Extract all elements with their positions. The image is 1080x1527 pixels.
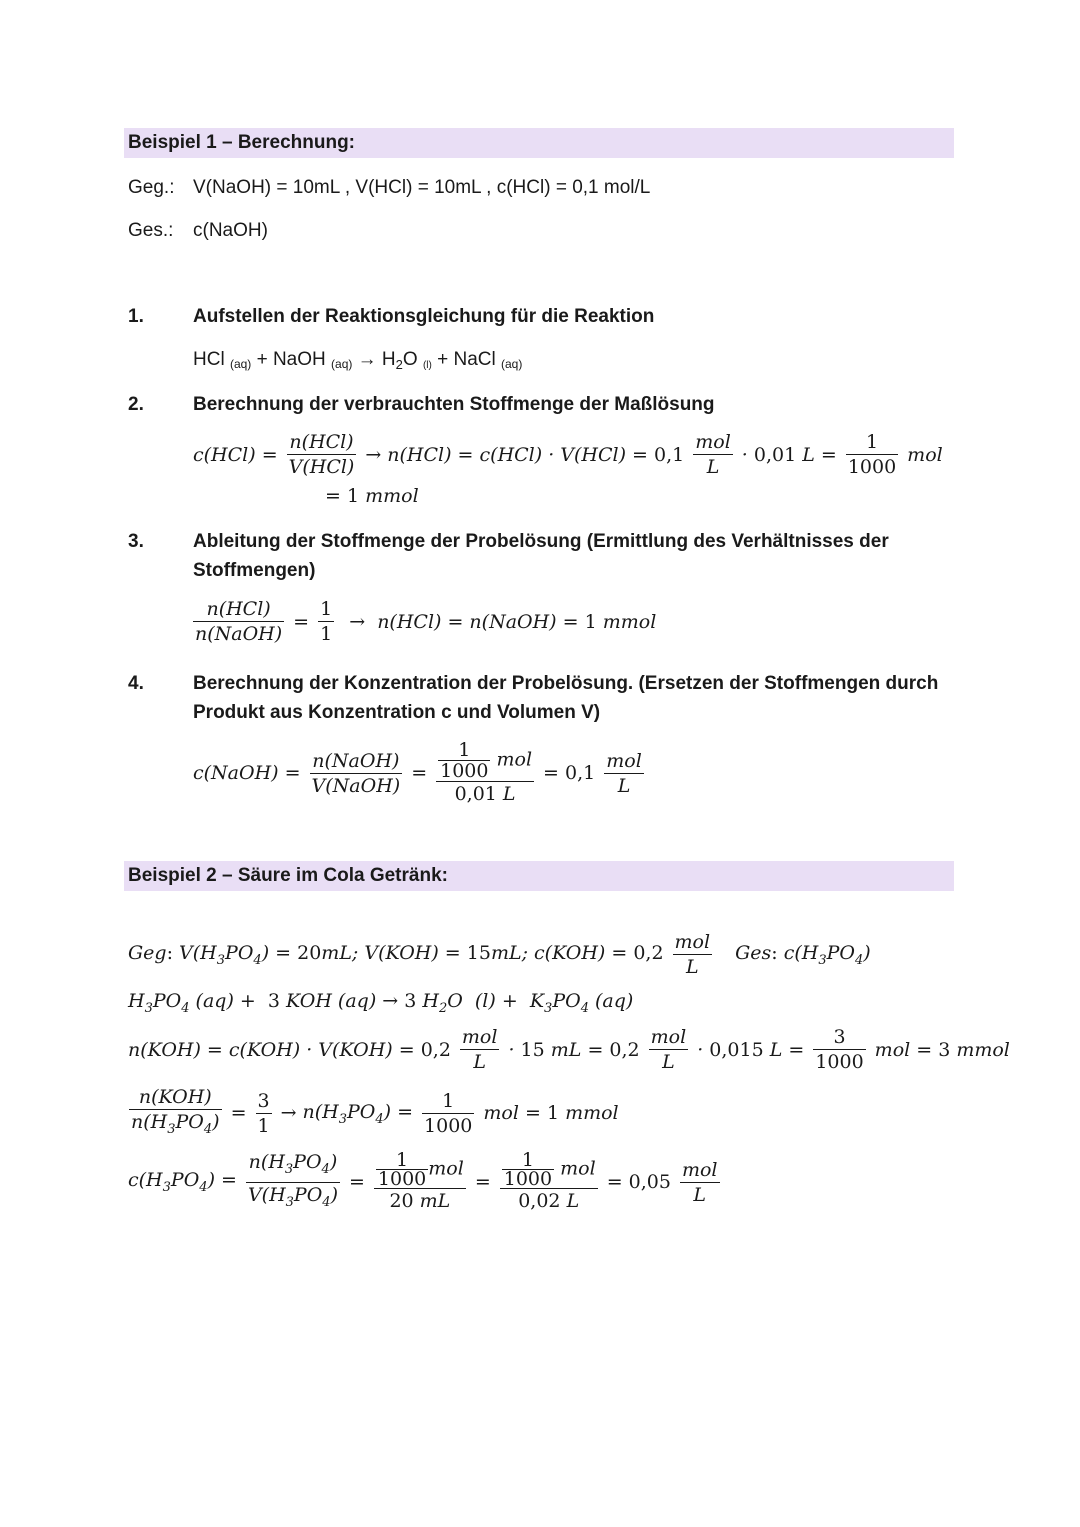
step3-title: Ableitung der Stoffmenge der Probelösung (Ermittlung des Verhältnisses der Stoffmengen) <box>193 531 889 581</box>
step2-formula: c(HCl) = $\frac{\text{n(HCl)}}{\text{V(HCl)}}$ → n(HCl) = c(HCl) · V(HCl) = 0,1 $\frac{\text{mol}}{L}$ · 0,01 L = $\frac{1}{1000}$ mol <box>193 431 943 478</box>
sought-text: c(NaOH) <box>193 220 268 241</box>
given-text: V(NaOH) = 10mL , V(HCl) = 10mL , c(HCl) = 0,1 mol/L <box>193 177 651 198</box>
step2-result: = 1 mmol <box>325 485 419 507</box>
step2-number: 2. <box>128 394 144 415</box>
step1-number: 1. <box>128 306 144 327</box>
example1-header: Beispiel 1 – Berechnung: <box>124 128 954 158</box>
ex2-reaction-equation: $H_3PO_4$ (aq) + 3 KOH (aq) → 3 $H_2O$ $(l) + K_3PO_4$ (aq) <box>128 990 634 1016</box>
example2-header: Beispiel 2 – Säure im Cola Getränk: <box>124 861 954 891</box>
ex2-given-sought: Geg: $V(H_3PO_4) = 20mL$; V(KOH) = 15mL; c(KOH) = 0,2 $\frac{\text{mol}}{L}$ Ges: $c(H_3PO_4)$ <box>128 931 871 978</box>
ex2-concentration: $c(H_3PO_4)$ = $\frac{n(H_3PO_4)}{V(H_3PO_4)}$ = $\frac{1}{1000}$ mol 20 mL = $\frac{1}{1000}$ mol 0,02 L = 0,05 $\frac{\text{mol}}{L}$ <box>128 1149 718 1213</box>
ex2-ratio: $\frac{\text{n(KOH)}}{n(H_3PO_4)}$ = $\frac{3}{1}$ → $n(H_3PO_4)$ = $\frac{1}{1000}$ mol = 1 mmol <box>131 1086 619 1137</box>
step1-reaction-equation: HCl (aq) + NaOH $(aq) \to H_2O$ (l) + NaCl (aq) <box>193 349 523 372</box>
step3-formula: $\frac{\text{n(HCl)}}{\text{n(NaOH)}}$ = $\frac{1}{1}$ → n(HCl) = n(NaOH) = 1 mmol <box>195 598 657 645</box>
given-label: Geg.: <box>128 177 175 198</box>
step1-title: Aufstellen der Reaktionsgleichung für die Reaktion <box>193 306 655 327</box>
step4-title: Berechnung der Konzentration der Probelösung. (Ersetzen der Stoffmengen durch Produkt aus Konzentration c und Volumen V) <box>193 673 939 723</box>
step3-number: 3. <box>128 531 144 552</box>
sought-label: Ges.: <box>128 220 174 241</box>
step4-number: 4. <box>128 673 144 694</box>
ex2-koh-amount: n(KOH) = c(KOH) · V(KOH) = 0,2 $\frac{\text{mol}}{L}$ · 15 mL = 0,2 $\frac{\text{mol}}{L}$ · 0,015 L = $\frac{3}{1000}$ mol = 3 mmol <box>128 1026 1010 1073</box>
step2-title: Berechnung der verbrauchten Stoffmenge der Maßlösung <box>193 394 715 415</box>
step4-formula: c(NaOH) = $\frac{\text{n(NaOH)}}{\text{V(NaOH)}}$ = $\frac{1}{1000}$ mol 0,01 L = 0,1 $\frac{\text{mol}}{L}$ <box>193 739 642 805</box>
